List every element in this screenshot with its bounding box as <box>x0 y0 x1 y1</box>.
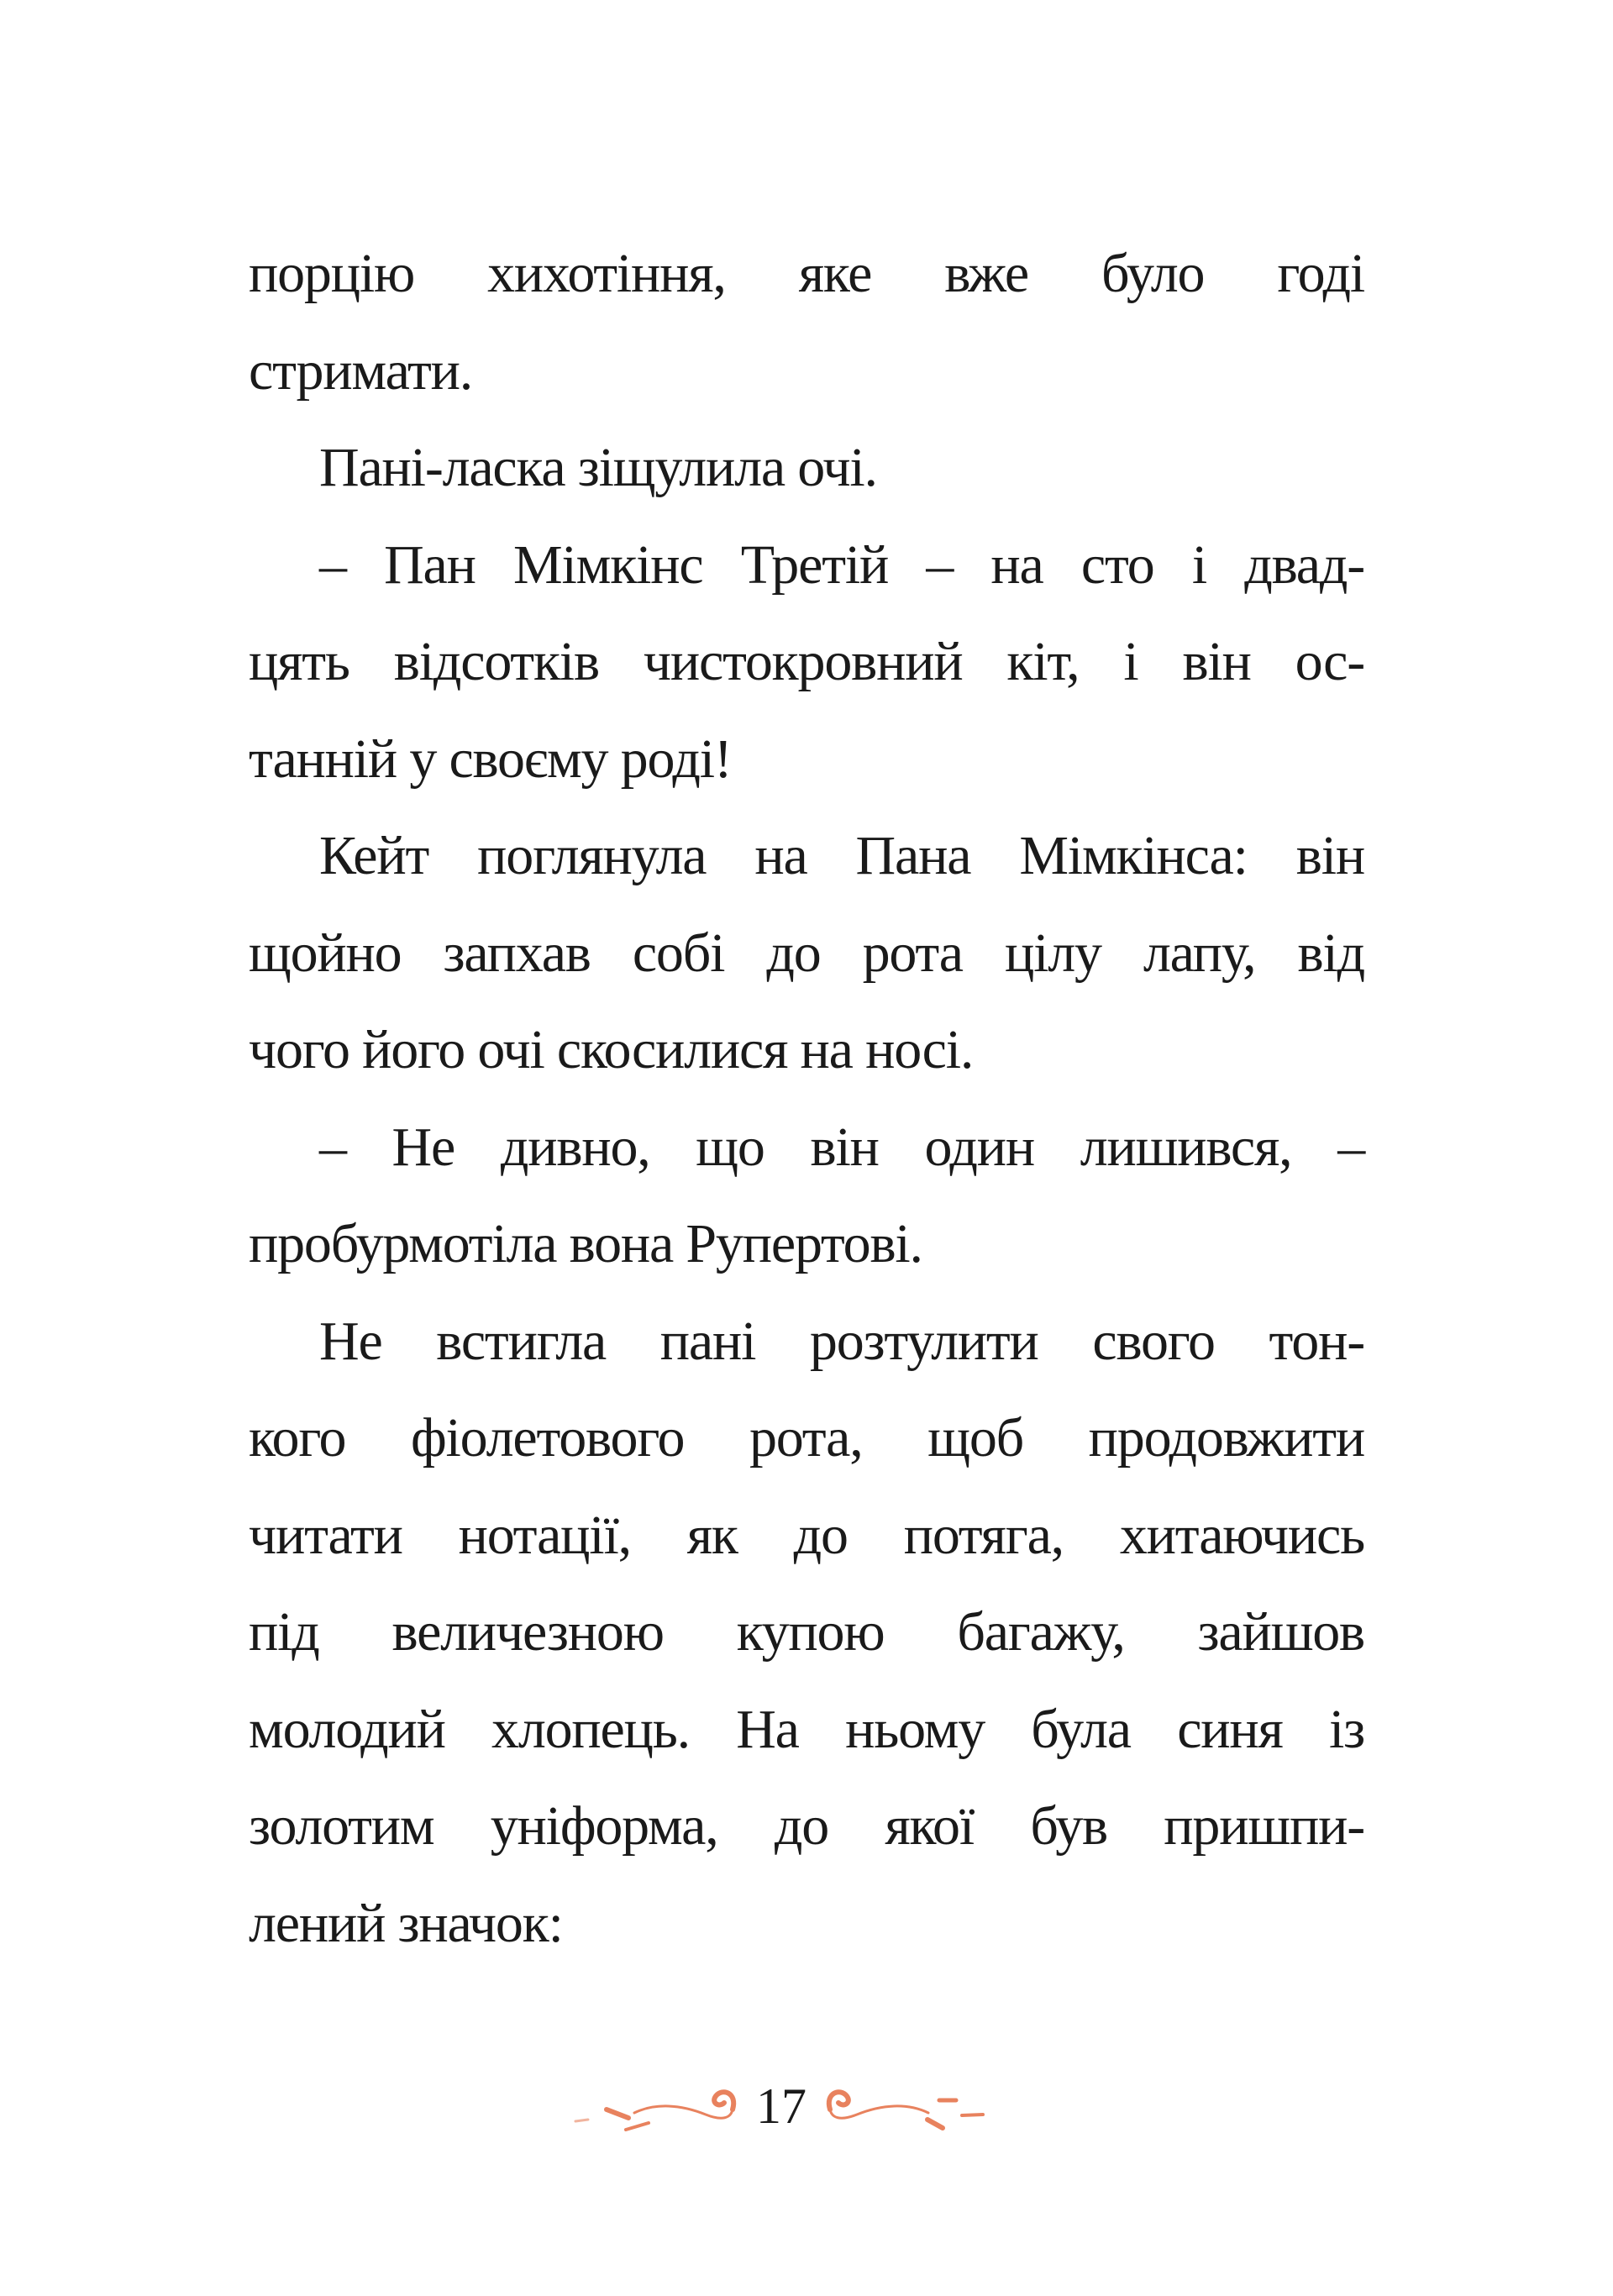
body-text <box>249 225 1364 1972</box>
text-line: стримати. <box>249 339 473 402</box>
text-line: Кейт поглянула на Пана Мімкінса: він <box>319 825 1364 886</box>
text-line: пробурмотіла вона Рупертові. <box>249 1213 922 1274</box>
text-line: Пані-ласка зіщулила очі. <box>319 437 877 498</box>
page-footer <box>554 2062 1008 2155</box>
text-line: Не встигла пані розтулити свого тон- <box>319 1310 1364 1372</box>
text-line: золотим уніформа, до якої був пришпи- <box>249 1795 1364 1857</box>
page-number: 17 <box>756 2078 806 2134</box>
text-line: читати нотації, як до потяга, хитаючись <box>249 1504 1364 1566</box>
text-line: лений значок: <box>249 1892 563 1954</box>
text-line: чого його очі скосилися на носі. <box>249 1019 974 1080</box>
text-line: під величезною купою багажу, зайшов <box>249 1601 1364 1663</box>
text-line: молодий хлопець. На ньому була синя із <box>249 1698 1364 1760</box>
text-line: порцію хихотіння, яке вже було годі <box>249 243 1364 304</box>
text-line: – Пан Мімкінс Третій – на сто і двад- <box>319 533 1364 596</box>
text-line: щойно запхав собі до рота цілу лапу, від <box>249 922 1364 984</box>
text-line: танній у своєму роді! <box>249 728 732 790</box>
text-line: кого фіолетового рота, щоб продовжити <box>249 1407 1364 1468</box>
text-line: – Не дивно, що він один лишився, – <box>319 1116 1364 1178</box>
text-line: цять відсотків чистокровний кіт, і він ос- <box>249 631 1364 692</box>
